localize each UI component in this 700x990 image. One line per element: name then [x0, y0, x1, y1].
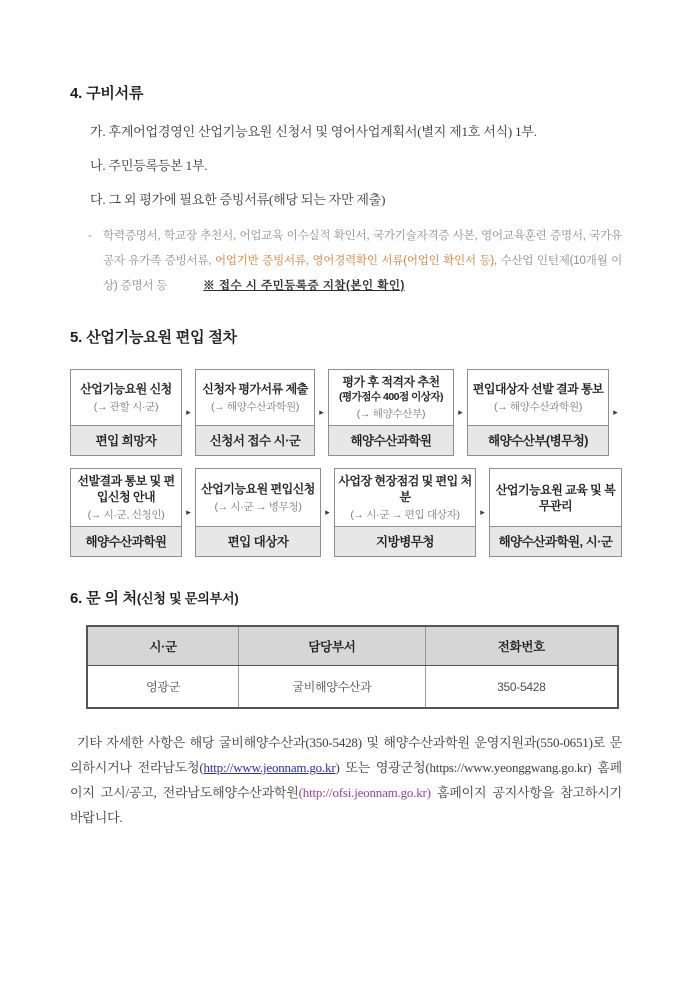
flow-box-body: [329, 370, 453, 425]
flow-box-title: 편입대상자 선발 결과 통보: [472, 382, 604, 396]
flow-arrow-icon: ▸: [325, 507, 330, 517]
flow-box-submit-evaluation-docs: [195, 369, 315, 456]
dash-bullet: -: [88, 230, 92, 242]
flow-arrow-icon: ▸: [480, 507, 485, 517]
section-required-documents: [70, 82, 622, 299]
flow-box-recommend-qualified: [328, 369, 454, 456]
note-text-gray-1: 학력증명서, 학교장 추천서, 어업교육 이수실적 확인서, 국가기술자격증 사본, 영어교육훈련 증명서, 국가유공자 유가족 증빙서류,: [103, 230, 622, 267]
flow-box-title: 신청자 평가서류 제출: [202, 382, 308, 396]
flow-box-sub: (→ 해양수산과학원): [493, 401, 583, 413]
flow-arrow-icon: ▸: [186, 507, 191, 517]
section-enrollment-procedure: [70, 326, 622, 557]
flow-arrow-icon: ▸: [319, 407, 324, 417]
flow-box-body: [71, 469, 181, 526]
flow-box-title: 평가 후 적격자 추천: [342, 375, 440, 389]
table-row: [87, 666, 618, 709]
evidence-documents-note: [88, 224, 622, 299]
flow-box-sub: (→ 해양수산부): [356, 408, 426, 420]
flow-box-title: 산업기능요원 신청: [80, 382, 172, 396]
flow-box-subtitle: (평가점수 400점 이상자): [339, 391, 443, 403]
note-text-orange: 어업기반 증빙서류, 영어경력확인 서류(어업인 확인서 등): [214, 255, 495, 267]
flow-box-selection-result-notify: [467, 369, 609, 456]
flow-box-body: [490, 469, 621, 526]
flow-box-site-inspection: [334, 468, 476, 557]
flow-box-actor: 신청서 접수 시·군: [196, 425, 314, 455]
flow-box-sub: (→ 관할 시·군): [93, 401, 159, 413]
list-item-da: 다. 그 외 평가에 필요한 증빙서류(해당 되는 자만 제출): [90, 192, 386, 207]
header-cell-dept: 담당부서: [239, 626, 426, 666]
procedure-flowchart: [70, 369, 622, 557]
closing-text-1: 기타 자세한 사항은 해당 굴비해양수산과(350-5428) 및 해양수산과학원 운영지원과(550-0651)로 문의하시거나 전라남도청(: [70, 735, 622, 775]
section6-heading-main: 6. 문 의 처: [70, 590, 137, 607]
flow-box-title: 사업장 현장점검 및 편입 처분: [338, 474, 472, 504]
list-item-na: 나. 주민등록등본 1부.: [90, 158, 208, 173]
flow-box-sub: (→ 해양수산과학원): [210, 401, 300, 413]
link-jeonnam-go-kr[interactable]: http://www.jeonnam.go.kr: [203, 760, 336, 775]
section6-heading: [70, 587, 622, 608]
id-card-notice: ※ 접수 시 주민등록증 지참(본인 확인): [203, 280, 405, 292]
closing-paragraph: [70, 730, 622, 830]
flow-box-body: [468, 370, 608, 425]
section5-heading: 5. 산업기능요원 편입 절차: [70, 329, 237, 346]
flow-box-actor: 해양수산과학원, 시·군: [490, 526, 621, 556]
cell-dept: 굴비해양수산과: [239, 666, 426, 709]
flow-box-actor: 해양수산부(병무청): [468, 425, 608, 455]
flow-row-1: [70, 369, 622, 456]
flow-box-actor: 해양수산과학원: [71, 526, 181, 556]
closing-text-2: ) 또는 영광군청(https://www.yeonggwang.go.kr) 홈페이지 고시/공고, 전라남도해양수산과학원: [70, 760, 623, 800]
flow-box-title: 산업기능요원 교육 및 복무관리: [495, 482, 616, 513]
contact-table: [86, 625, 619, 709]
section4-heading: 4. 구비서류: [70, 85, 144, 102]
note-text-gray-2: , 수산업 인턴제(10개월 이상) 증명서 등: [103, 255, 622, 292]
list-item-ga: 가. 후계어업경영인 산업기능요원 신청서 및 영어사업계획서(별지 제1호 서식) 1부.: [90, 124, 537, 139]
flow-box-actor: 편입 희망자: [71, 425, 181, 455]
flow-box-title: 선발결과 통보 및 편입신청 안내: [77, 474, 175, 504]
flow-box-application: [70, 369, 182, 456]
flow-box-actor: 해양수산과학원: [329, 425, 453, 455]
flow-arrow-icon: ▸: [186, 407, 191, 417]
flow-arrow-icon: ▸: [458, 407, 463, 417]
flow-box-enrollment-application: [195, 468, 321, 557]
flow-box-body: [196, 469, 320, 526]
cell-phone: 350-5428: [425, 666, 618, 709]
flow-box-body: [335, 469, 475, 526]
cell-sigun: 영광군: [87, 666, 239, 709]
flow-box-sub: (→ 시·군 → 병무청): [214, 501, 302, 513]
flow-box-body: [71, 370, 181, 425]
flow-box-sub: (→ 시·군 → 편입 대상자): [350, 509, 460, 521]
flow-box-body: [196, 370, 314, 425]
flow-box-result-guide: [70, 468, 182, 557]
flow-box-actor: 지방병무청: [335, 526, 475, 556]
closing-text-3: 홈페이지 공지사항을 참고하시기 바랍니다.: [70, 785, 622, 825]
header-cell-phone: 전화번호: [425, 626, 618, 666]
link-ofsi-jeonnam-go-kr[interactable]: (http://ofsi.jeonnam.go.kr): [298, 785, 431, 800]
section6-heading-paren: (신청 및 문의부서): [136, 591, 239, 606]
flow-box-education-service: [489, 468, 622, 557]
flow-box-title: 산업기능요원 편입신청: [201, 482, 315, 496]
section-contact: [70, 587, 622, 709]
flow-box-sub: (→ 시·군, 신청인): [87, 509, 165, 521]
header-cell-sigun: 시·군: [87, 626, 239, 666]
flow-box-actor: 편입 대상자: [196, 526, 320, 556]
flow-row-2: [70, 468, 622, 557]
flow-arrow-icon: ▸: [613, 407, 618, 417]
table-header-row: [87, 626, 618, 666]
